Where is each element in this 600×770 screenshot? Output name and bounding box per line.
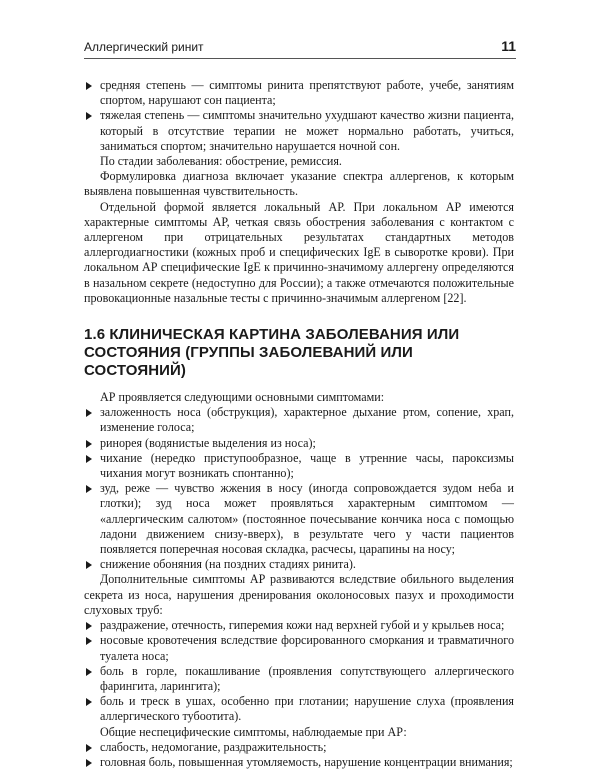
triangle-bullet-icon	[86, 455, 92, 463]
section-heading: 1.6 КЛИНИЧЕСКАЯ КАРТИНА ЗАБОЛЕВАНИЯ ИЛИ СОСТОЯНИЯ (ГРУППЫ ЗАБОЛЕВАНИЙ ИЛИ СОСТОЯНИЙ)	[84, 326, 460, 380]
paragraph-additional-symptoms: Дополнительные симптомы АР развиваются вследствие обильного выделения секрета из носа, нарушения дренирования околоносовых пазух и проходимости слуховых труб:	[84, 572, 514, 617]
triangle-bullet-icon	[86, 698, 92, 706]
list-item: боль и треск в ушах, особенно при глотании; нарушение слуха (проявления аллергического тубоотита).	[84, 694, 514, 724]
running-header	[84, 38, 516, 59]
paragraph-main-symptoms: АР проявляется следующими основными симптомами:	[100, 390, 385, 405]
list-item: чихание (нередко приступообразное, чаще в утренние часы, пароксизмы чихания могут возникать спонтанно);	[84, 451, 514, 481]
additional-symptoms-list	[84, 618, 514, 724]
list-item: носовые кровотечения вследствие форсированного сморкания и травматичного туалета носа;	[84, 633, 514, 663]
triangle-bullet-icon	[86, 668, 92, 676]
triangle-bullet-icon	[86, 637, 92, 645]
page-number: 11	[501, 38, 516, 54]
triangle-bullet-icon	[86, 440, 92, 448]
triangle-bullet-icon	[86, 112, 92, 120]
list-item: слабость, недомогание, раздражительность;	[84, 740, 514, 755]
paragraph-local-ar: Отдельной формой является локальный АР. При локальном АР имеются характерные симптомы АР, четкая связь обострения заболевания с контактом с аллергеном при отрицательных результатах стандартных методов аллергодиагностики (кожных проб и специфических IgE в сыворотке крови). При локальном АР специфические IgE к причинно-значимому аллергену определяются в назальном секрете (недоступно для России); а также отмечаются положительные провокационные назальные тесты с причинно-значимым аллергеном [22].	[84, 199, 514, 305]
list-item: ринорея (водянистые выделения из носа);	[84, 436, 514, 451]
list-item: раздражение, отечность, гиперемия кожи над верхней губой и у крыльев носа;	[84, 618, 514, 633]
triangle-bullet-icon	[86, 759, 92, 767]
list-item: боль в горле, покашливание (проявления сопутствующего аллергического фарингита, ларингита);	[84, 664, 514, 694]
main-symptoms-list	[84, 405, 514, 572]
page-body	[84, 78, 514, 770]
list-item: средняя степень — симптомы ринита препятствуют работе, учебе, занятиям спортом, нарушают сон пациента;	[84, 78, 514, 108]
list-item: зуд, реже — чувство жжения в носу (иногда сопровождается зудом неба и глотки); зуд носа может проявляться характерным симптомом — «аллергическим салютом» (постоянное почесывание кончика носа с помощью ладони движением снизу-вверх), в результате чего у части пациентов появляется поперечная носовая складка, расчесы, царапины на носу;	[84, 481, 514, 557]
paragraph-stage: По стадии заболевания: обострение, ремиссия.	[100, 154, 342, 169]
nonspecific-symptoms-list	[84, 740, 514, 770]
triangle-bullet-icon	[86, 485, 92, 493]
paragraph-formulation: Формулировка диагноза включает указание спектра аллергенов, к которым выявлена повышенная чувствительность.	[84, 169, 514, 199]
triangle-bullet-icon	[86, 82, 92, 90]
severity-list	[84, 78, 514, 154]
running-title: Аллергический ринит	[84, 40, 204, 54]
triangle-bullet-icon	[86, 561, 92, 569]
triangle-bullet-icon	[86, 744, 92, 752]
list-item: заложенность носа (обструкция), характерное дыхание ртом, сопение, храп, изменение голоса;	[84, 405, 514, 435]
paragraph-nonspecific-symptoms: Общие неспецифические симптомы, наблюдаемые при АР:	[100, 724, 407, 739]
list-item: снижение обоняния (на поздних стадиях ринита).	[84, 557, 514, 572]
list-item: тяжелая степень — симптомы значительно ухудшают качество жизни пациента, который в отсутствие терапии не может нормально работать, учиться, заниматься спортом; значительно нарушается ночной сон.	[84, 108, 514, 154]
triangle-bullet-icon	[86, 409, 92, 417]
triangle-bullet-icon	[86, 622, 92, 630]
list-item: головная боль, повышенная утомляемость, нарушение концентрации внимания;	[84, 755, 514, 770]
